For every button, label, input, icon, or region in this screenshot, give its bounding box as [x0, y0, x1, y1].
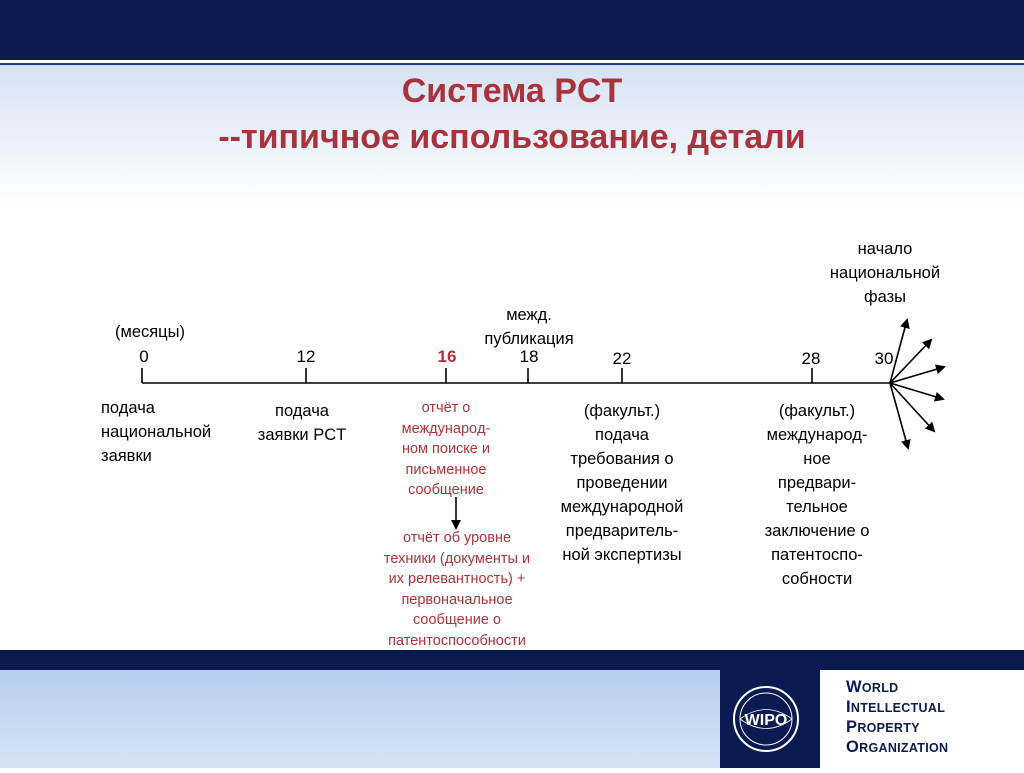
footer-area — [0, 670, 720, 768]
isr-written-opinion-label: отчёт о междунарoд- ном поиске и письменное сообщение — [401, 400, 491, 498]
organization-name — [812, 670, 1024, 768]
footer-band — [0, 650, 1024, 670]
intl-publication-label: межд. публикация — [484, 306, 574, 348]
tick-label-18: 18 — [519, 347, 539, 366]
tick-label-30: 30 — [874, 349, 894, 368]
org-line-1: WORLD — [846, 678, 899, 696]
tick-label-12: 12 — [296, 347, 316, 366]
wipo-logo — [720, 670, 812, 768]
national-filing-label: подача национальной заявки — [101, 399, 212, 465]
demand-filing-label: (факульт.) подача требования о проведении международной предваритель- ной экспертизы — [560, 402, 684, 564]
search-report-details-label: отчёт об уровне техники (документы и их релевантность) + первоначальное сообщение о патентоспособности — [383, 530, 531, 649]
org-line-4: ORGANIZATION — [846, 738, 949, 756]
logo-text: WIPO — [744, 712, 788, 729]
iper-label: (факульт.) международ- ное предвари- тельное заключение о патентоспо- собности — [764, 402, 870, 588]
units-label: (месяцы) — [114, 323, 185, 341]
national-phase-arrows — [890, 320, 944, 448]
tick-label-28: 28 — [801, 349, 821, 368]
slide-title-line-1: Система PCT — [401, 72, 623, 110]
org-line-2: INTELLECTUAL — [846, 698, 946, 716]
pct-filing-label: подача заявки PCT — [257, 402, 347, 444]
tick-label-16: 16 — [437, 347, 457, 366]
national-phase-label: начало национальной фазы — [829, 240, 941, 306]
tick-label-22: 22 — [612, 349, 632, 368]
slide-title-line-2: --типичное использование, детали — [218, 118, 806, 156]
tick-label-0: 0 — [139, 347, 149, 366]
org-line-3: PROPERTY — [846, 718, 920, 736]
